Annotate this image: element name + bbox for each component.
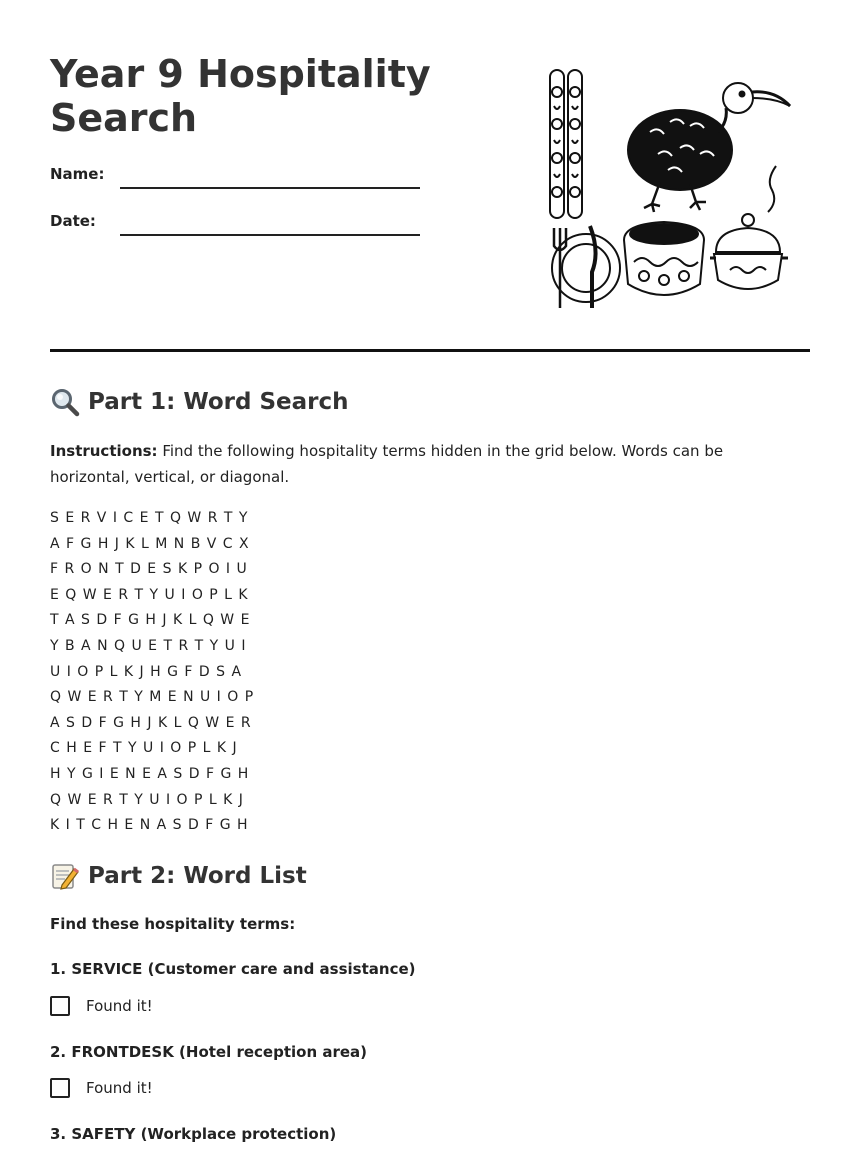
found-it-check-2[interactable] — [50, 1078, 153, 1098]
grid-row: Q W E R T Y U I O P L K J — [50, 791, 244, 808]
grid-row: E Q W E R T Y U I O P L K — [50, 586, 249, 603]
word-search-grid — [50, 506, 254, 839]
word-list-subheading: Find these hospitality terms: — [50, 915, 296, 933]
grid-row: Y B A N Q U E T R T Y U I — [50, 637, 247, 654]
instructions-text: Find the following hospitality terms hidden in the grid below. Words can be horizontal, vertical, or diagonal. — [50, 442, 724, 486]
carved-pole-icon — [550, 70, 582, 218]
grid-row: H Y G I E N E A S D F G H — [50, 765, 250, 782]
name-field-line[interactable] — [120, 187, 420, 189]
memo-pencil-icon — [50, 861, 80, 891]
header-divider — [50, 349, 810, 352]
part2-heading — [50, 861, 307, 891]
grid-row: K I T C H E N A S D F G H — [50, 817, 249, 834]
found-it-check-1[interactable] — [50, 996, 153, 1016]
grid-row: F R O N T D E S K P O I U — [50, 561, 248, 578]
grid-row: A F G H J K L M N B V C X — [50, 535, 250, 552]
page-title: Year 9 Hospitality Search — [50, 52, 431, 140]
hospitality-illustration-icon — [540, 62, 800, 314]
part1-heading-text: Part 1: Word Search — [88, 389, 349, 415]
plate-cutlery-icon — [552, 226, 620, 308]
word-item-title: 1. SERVICE (Customer care and assistance) — [50, 960, 416, 978]
name-label: Name: — [50, 165, 105, 183]
date-label: Date: — [50, 212, 96, 230]
grid-row: Q W E R T Y M E N U I O P — [50, 689, 255, 706]
word-item-title: 2. FRONTDESK (Hotel reception area) — [50, 1043, 368, 1061]
kiwi-bird-icon — [628, 83, 790, 212]
grid-row: T A S D F G H J K L Q W E — [50, 612, 251, 629]
instructions — [50, 438, 780, 490]
instructions-label: Instructions: — [50, 442, 158, 460]
part1-heading — [50, 387, 349, 417]
large-pot-icon — [624, 222, 704, 295]
grid-row: A S D F G H J K L Q W E R — [50, 714, 252, 731]
grid-row: C H E F T Y U I O P L K J — [50, 740, 238, 757]
word-item-title: 3. SAFETY (Workplace protection) — [50, 1125, 337, 1143]
lidded-pot-icon — [710, 166, 788, 289]
checkbox[interactable] — [50, 996, 70, 1016]
check-label: Found it! — [86, 997, 153, 1015]
check-label: Found it! — [86, 1079, 153, 1097]
checkbox[interactable] — [50, 1078, 70, 1098]
grid-row: S E R V I C E T Q W R T Y — [50, 510, 249, 526]
date-field-line[interactable] — [120, 234, 420, 236]
part2-heading-text: Part 2: Word List — [88, 863, 307, 889]
grid-row: U I O P L K J H G F D S A — [50, 663, 243, 680]
magnifying-glass-icon — [50, 387, 80, 417]
